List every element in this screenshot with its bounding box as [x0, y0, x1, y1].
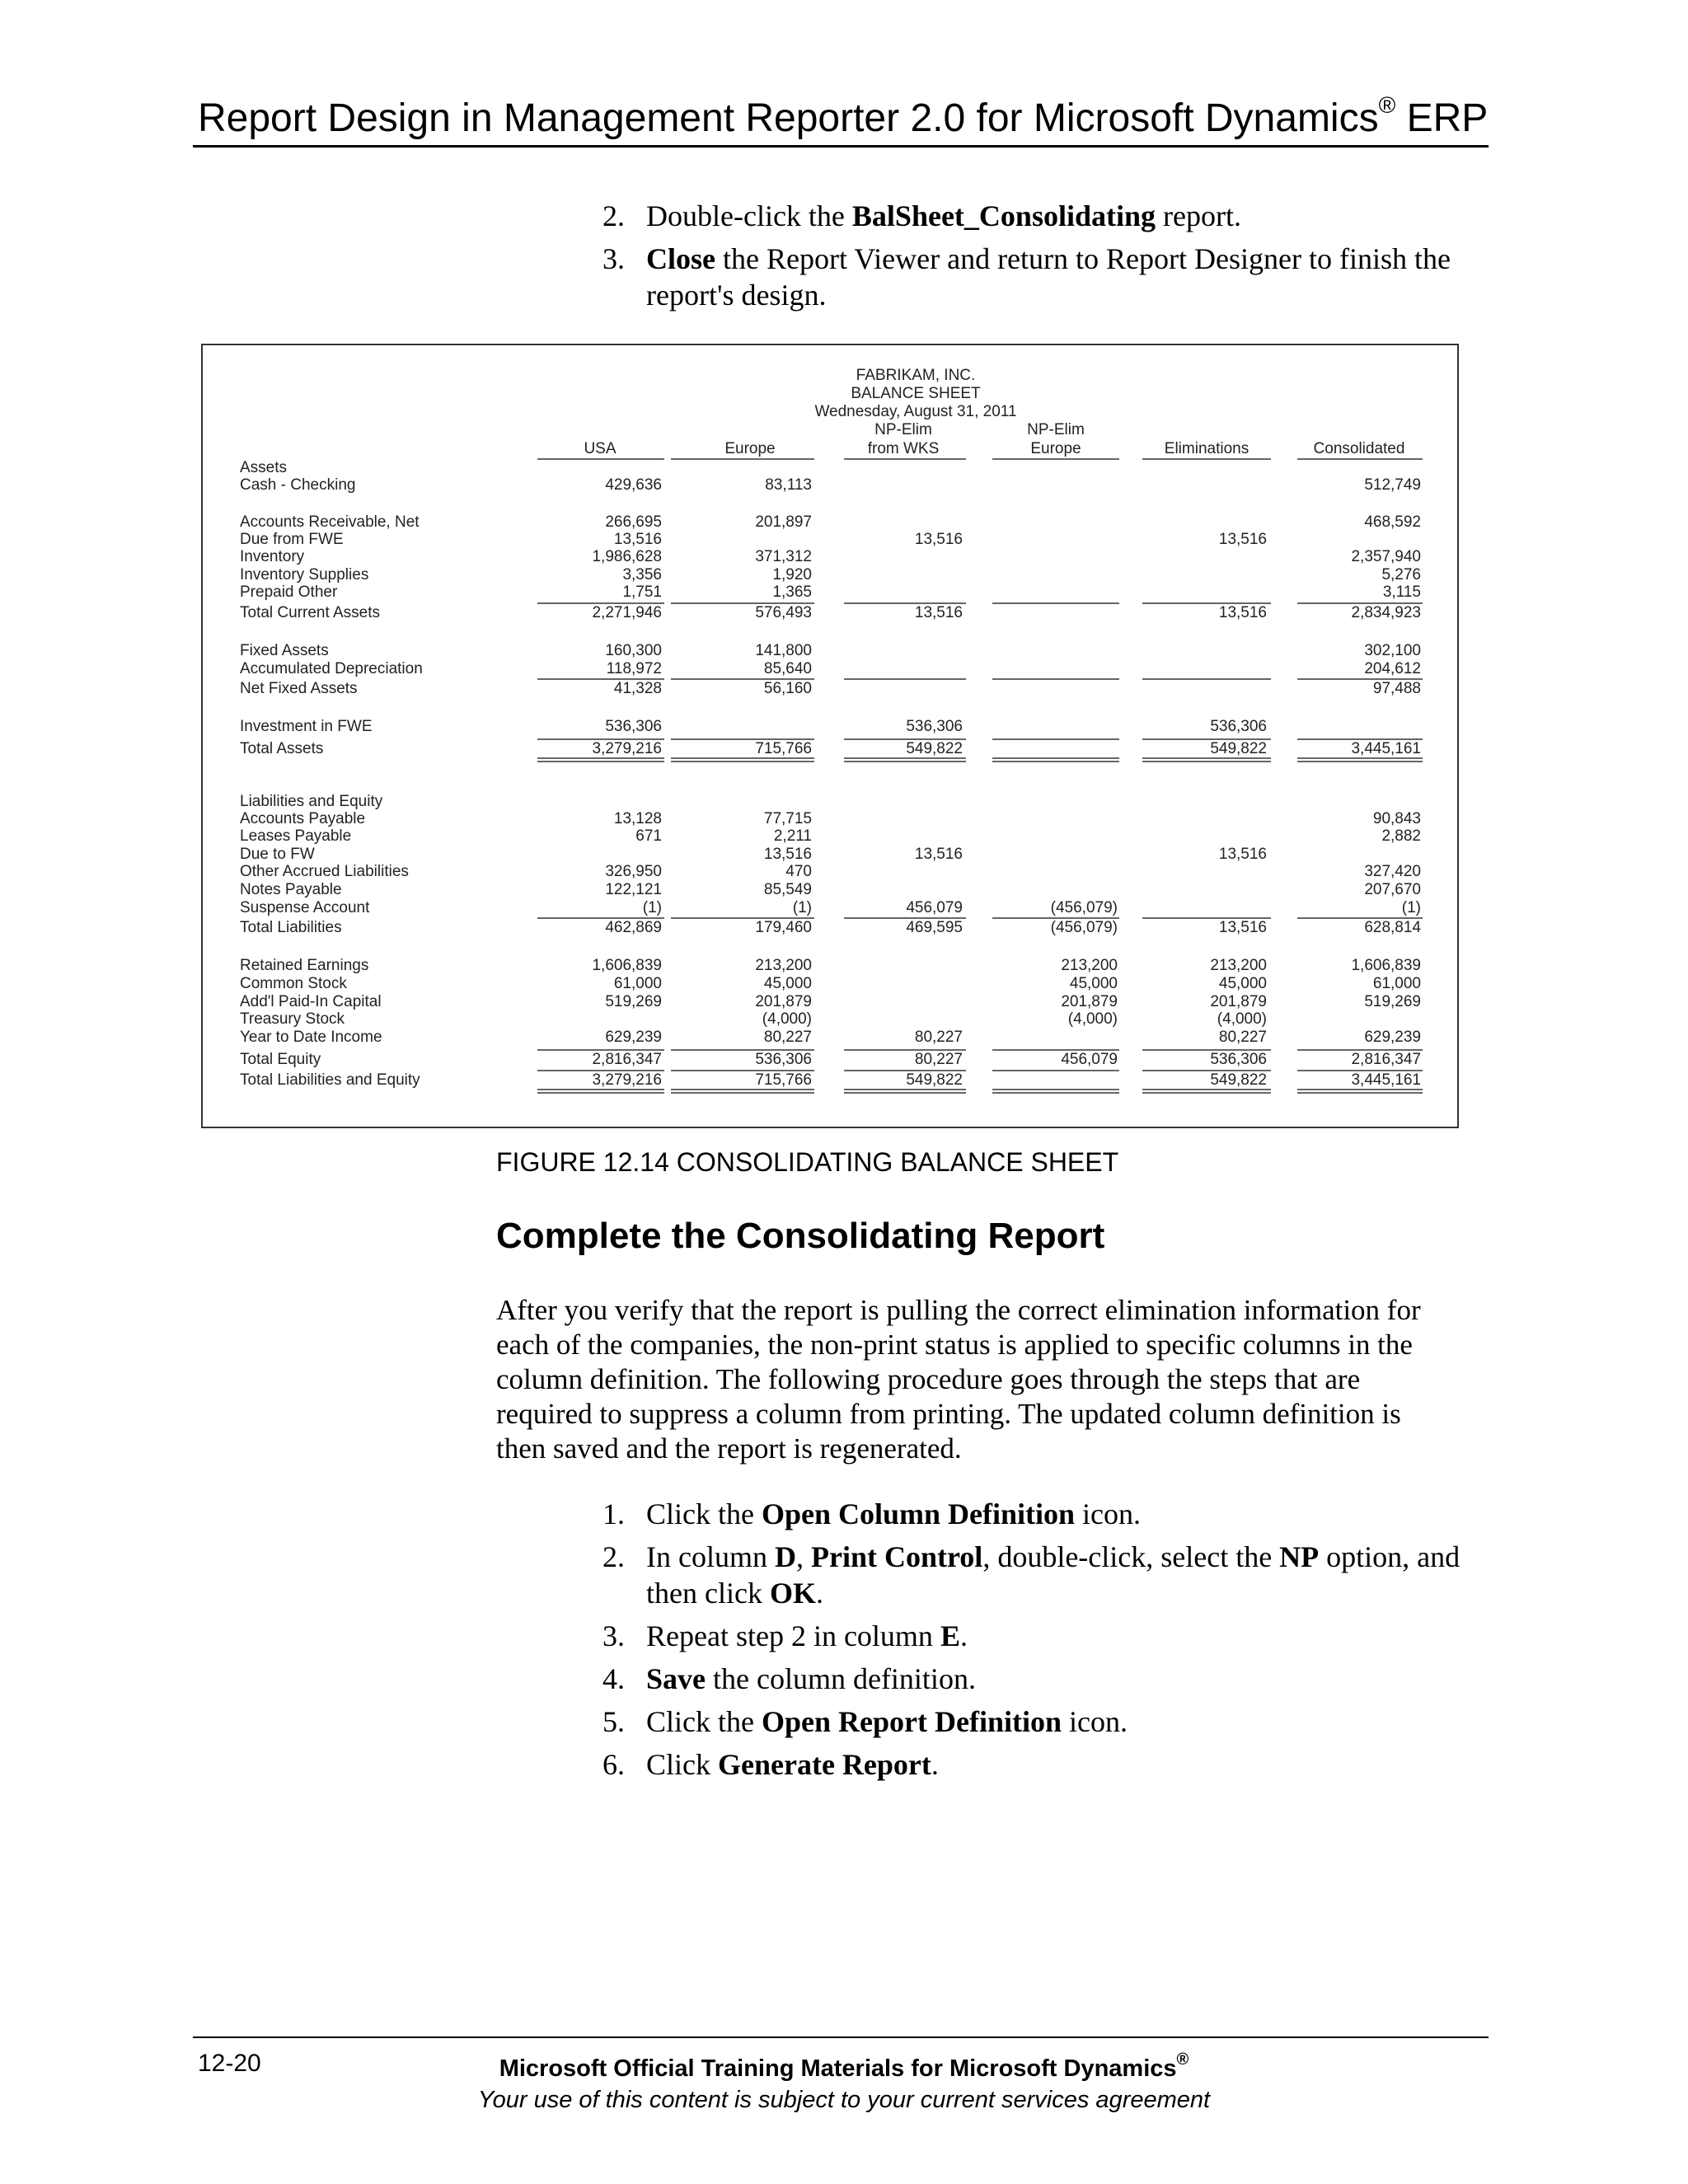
column-header: Eliminations	[1164, 440, 1250, 457]
footer-rule	[193, 2036, 1489, 2038]
row-label: Total Current Assets	[240, 604, 381, 621]
cell-value: 2,816,347	[1351, 1051, 1421, 1068]
cell-value: 576,493	[755, 604, 812, 621]
row-label: Prepaid Other	[240, 583, 338, 601]
step-text: Close the Report Viewer and return to Report Designer to finish the	[646, 242, 1451, 275]
footer-registered-mark: ®	[1176, 2050, 1189, 2069]
cell-value: 3,356	[622, 566, 662, 583]
step-number: 1.	[603, 1497, 625, 1530]
cell-value: 2,357,940	[1351, 548, 1421, 565]
row-label: Inventory Supplies	[240, 566, 369, 583]
report-company: FABRIKAM, INC.	[856, 367, 976, 384]
cell-value: 536,306	[1210, 1051, 1267, 1068]
step-text: Repeat step 2 in column E.	[646, 1619, 968, 1652]
row-label: Add'l Paid-In Capital	[240, 993, 382, 1010]
cell-value: 45,000	[1218, 975, 1267, 992]
cell-value: 213,200	[755, 957, 812, 974]
cell-value: 13,516	[1218, 531, 1267, 548]
header-rule	[193, 145, 1489, 148]
cell-value: 1,365	[772, 583, 812, 601]
cell-value: 213,200	[1061, 957, 1118, 974]
cell-value: (1)	[642, 899, 662, 916]
header-suffix: ERP	[1395, 96, 1489, 140]
step-item	[593, 1746, 1500, 1783]
cell-value: 201,879	[1061, 993, 1118, 1010]
cell-value: 3,115	[1382, 583, 1421, 601]
row-label: Total Liabilities and Equity	[240, 1071, 420, 1089]
cell-value: 327,420	[1364, 863, 1421, 880]
cell-value: 141,800	[755, 642, 812, 659]
column-header: from WKS	[867, 440, 940, 457]
step-text: Double-click the BalSheet_Consolidating report.	[646, 199, 1241, 232]
column-header-top: NP-Elim	[874, 421, 932, 438]
row-label: Investment in FWE	[240, 718, 373, 735]
cell-value: 3,445,161	[1351, 1071, 1421, 1089]
cell-value: 1,920	[772, 566, 812, 583]
cell-value: 469,595	[906, 919, 963, 936]
figure-caption: FIGURE 12.14 CONSOLIDATING BALANCE SHEET	[496, 1147, 1119, 1177]
cell-value: 80,227	[763, 1029, 812, 1046]
cell-value: (456,079)	[1050, 899, 1118, 916]
cell-value: 61,000	[1372, 975, 1421, 992]
cell-value: 549,822	[906, 740, 963, 757]
row-label: Other Accrued Liabilities	[240, 863, 409, 880]
column-header: USA	[584, 440, 617, 457]
cell-value: 2,211	[773, 827, 812, 845]
column-header: Europe	[1030, 440, 1081, 457]
cell-value: 13,516	[914, 531, 963, 548]
cell-value: 549,822	[1210, 1071, 1267, 1089]
paragraph-line: column definition. The following procedure goes through the steps that are	[496, 1363, 1361, 1395]
row-label: Accumulated Depreciation	[240, 660, 423, 677]
step-number: 3.	[603, 242, 625, 275]
cell-value: 213,200	[1210, 957, 1267, 974]
cell-value: 468,592	[1364, 513, 1421, 531]
step-item	[593, 1661, 1500, 1697]
step-item	[593, 1539, 1500, 1575]
row-label: Accounts Receivable, Net	[240, 513, 420, 531]
cell-value: 45,000	[1069, 975, 1118, 992]
step-text: In column D, Print Control, double-click, select the NP option, and	[646, 1540, 1461, 1573]
page-number: 12-20	[198, 2050, 261, 2077]
cell-value: 201,879	[1210, 993, 1267, 1010]
page-header	[198, 92, 1489, 142]
cell-value: 204,612	[1364, 660, 1421, 677]
row-label: Assets	[240, 459, 288, 476]
cell-value: 45,000	[763, 975, 812, 992]
cell-value: 3,445,161	[1351, 740, 1421, 757]
row-label: Fixed Assets	[240, 642, 329, 659]
footer-title-text: Microsoft Official Training Materials for Microsoft Dynamics	[499, 2055, 1177, 2082]
cell-value: 118,972	[606, 660, 662, 677]
cell-value: 629,239	[1364, 1029, 1421, 1046]
cell-value: 179,460	[755, 919, 812, 936]
column-header: Europe	[724, 440, 776, 457]
column-header: Consolidated	[1313, 440, 1405, 457]
cell-value: 13,128	[613, 810, 662, 827]
cell-value: 160,300	[605, 642, 662, 659]
registered-mark: ®	[1378, 92, 1396, 118]
paragraph-line: then saved and the report is regenerated.	[496, 1432, 962, 1465]
cell-value: 1,751	[622, 583, 662, 601]
cell-value: 429,636	[605, 476, 662, 494]
header-title: Report Design in Management Reporter 2.0 for Microsoft Dynamics	[198, 96, 1379, 140]
step-item	[593, 277, 1500, 313]
cell-value: 2,882	[1381, 827, 1421, 845]
cell-value: 549,822	[1210, 740, 1267, 757]
cell-value: 326,950	[605, 863, 662, 880]
cell-value: 519,269	[605, 993, 662, 1010]
cell-value: 13,516	[1218, 846, 1267, 863]
cell-value: 470	[785, 863, 812, 880]
cell-value: 456,079	[906, 899, 963, 916]
row-label: Total Equity	[240, 1051, 321, 1068]
cell-value: 122,121	[605, 881, 662, 898]
cell-value: 61,000	[613, 975, 662, 992]
step-item	[593, 1575, 1500, 1611]
step-text: report's design.	[646, 279, 827, 312]
cell-value: 80,227	[1218, 1029, 1267, 1046]
report-date: Wednesday, August 31, 2011	[814, 403, 1017, 420]
step-item	[593, 198, 1500, 234]
step-number: 3.	[603, 1619, 625, 1652]
cell-value: 13,516	[1218, 919, 1267, 936]
cell-value: 13,516	[763, 846, 812, 863]
cell-value: 371,312	[755, 548, 812, 565]
row-label: Accounts Payable	[240, 810, 366, 827]
cell-value: 13,516	[613, 531, 662, 548]
step-item	[593, 241, 1500, 277]
row-label: Total Liabilities	[240, 919, 342, 936]
row-label: Due to FW	[240, 846, 315, 863]
step-number: 2.	[603, 199, 625, 232]
intro-paragraph	[496, 1293, 1485, 1466]
step-item	[593, 1704, 1500, 1740]
cell-value: 462,869	[605, 919, 662, 936]
cell-value: 1,986,628	[592, 548, 662, 565]
cell-value: 715,766	[755, 1071, 812, 1089]
row-label: Retained Earnings	[240, 957, 369, 974]
row-label: Notes Payable	[240, 881, 342, 898]
step-text: Save the column definition.	[646, 1662, 976, 1695]
cell-value: 536,306	[755, 1051, 812, 1068]
cell-value: 207,670	[1364, 881, 1421, 898]
column-header-top: NP-Elim	[1027, 421, 1085, 438]
cell-value: 56,160	[763, 680, 812, 697]
footer-notice: Your use of this content is subject to your current services agreement	[477, 2087, 1211, 2113]
paragraph-line: each of the companies, the non-print status is applied to specific columns in the	[496, 1329, 1413, 1361]
row-label: Total Assets	[240, 740, 324, 757]
row-label: Cash - Checking	[240, 476, 356, 494]
cell-value: 13,516	[1218, 604, 1267, 621]
cell-value: (1)	[1401, 899, 1421, 916]
cell-value: 2,271,946	[592, 604, 662, 621]
cell-value: 549,822	[906, 1071, 963, 1089]
row-label: Suspense Account	[240, 899, 370, 916]
cell-value: 2,834,923	[1351, 604, 1421, 621]
cell-value: 5,276	[1381, 566, 1421, 583]
cell-value: (4,000)	[1217, 1010, 1267, 1028]
cell-value: 715,766	[755, 740, 812, 757]
cell-value: 3,279,216	[592, 1071, 662, 1089]
cell-value: (456,079)	[1050, 919, 1118, 936]
row-label: Due from FWE	[240, 531, 344, 548]
cell-value: 536,306	[906, 718, 963, 735]
cell-value: 80,227	[914, 1029, 963, 1046]
cell-value: 83,113	[765, 476, 812, 494]
paragraph-line: required to suppress a column from printing. The updated column definition is	[496, 1398, 1401, 1430]
row-label: Inventory	[240, 548, 305, 565]
cell-value: 1,606,839	[1351, 957, 1421, 974]
cell-value: (4,000)	[762, 1010, 812, 1028]
cell-value: 77,715	[763, 810, 812, 827]
cell-value: 302,100	[1364, 642, 1421, 659]
cell-value: 456,079	[1061, 1051, 1118, 1068]
cell-value: 1,606,839	[592, 957, 662, 974]
step-number: 4.	[603, 1662, 625, 1695]
cell-value: 536,306	[1210, 718, 1267, 735]
row-label: Liabilities and Equity	[240, 793, 383, 810]
cell-value: 629,239	[605, 1029, 662, 1046]
row-label: Leases Payable	[240, 827, 352, 845]
step-text: Click the Open Column Definition icon.	[646, 1497, 1142, 1530]
cell-value: 85,640	[763, 660, 812, 677]
step-text: Click Generate Report.	[646, 1748, 939, 1781]
cell-value: 201,879	[755, 993, 812, 1010]
step-item	[593, 1496, 1500, 1532]
cell-value: 97,488	[1372, 680, 1421, 697]
cell-value: 519,269	[1364, 993, 1421, 1010]
cell-value: 2,816,347	[592, 1051, 662, 1068]
cell-value: 13,516	[914, 846, 963, 863]
step-number: 5.	[603, 1705, 625, 1738]
row-label: Net Fixed Assets	[240, 680, 358, 697]
step-item	[593, 1618, 1500, 1654]
cell-value: 671	[635, 827, 662, 845]
cell-value: (1)	[792, 899, 812, 916]
cell-value: 80,227	[914, 1051, 963, 1068]
row-label: Treasury Stock	[240, 1010, 345, 1028]
cell-value: 628,814	[1364, 919, 1421, 936]
cell-value: 13,516	[914, 604, 963, 621]
report-title: BALANCE SHEET	[851, 385, 981, 402]
step-text: Click the Open Report Definition icon.	[646, 1705, 1128, 1738]
cell-value: 90,843	[1372, 810, 1421, 827]
cell-value: (4,000)	[1067, 1010, 1118, 1028]
cell-value: 512,749	[1364, 476, 1421, 494]
step-number: 6.	[603, 1748, 625, 1781]
section-heading: Complete the Consolidating Report	[496, 1216, 1105, 1256]
cell-value: 85,549	[763, 881, 812, 898]
cell-value: 266,695	[605, 513, 662, 531]
step-number: 2.	[603, 1540, 625, 1573]
cell-value: 3,279,216	[592, 740, 662, 757]
cell-value: 201,897	[755, 513, 812, 531]
step-text: then click OK.	[646, 1577, 823, 1610]
row-label: Year to Date Income	[240, 1029, 382, 1046]
row-label: Common Stock	[240, 975, 347, 992]
cell-value: 536,306	[605, 718, 662, 735]
cell-value: 41,328	[613, 680, 662, 697]
balance-sheet-table	[203, 345, 1457, 1127]
balance-sheet-figure	[201, 344, 1459, 1128]
paragraph-line: After you verify that the report is pulling the correct elimination information for	[496, 1294, 1421, 1326]
footer-title	[0, 2050, 1688, 2083]
